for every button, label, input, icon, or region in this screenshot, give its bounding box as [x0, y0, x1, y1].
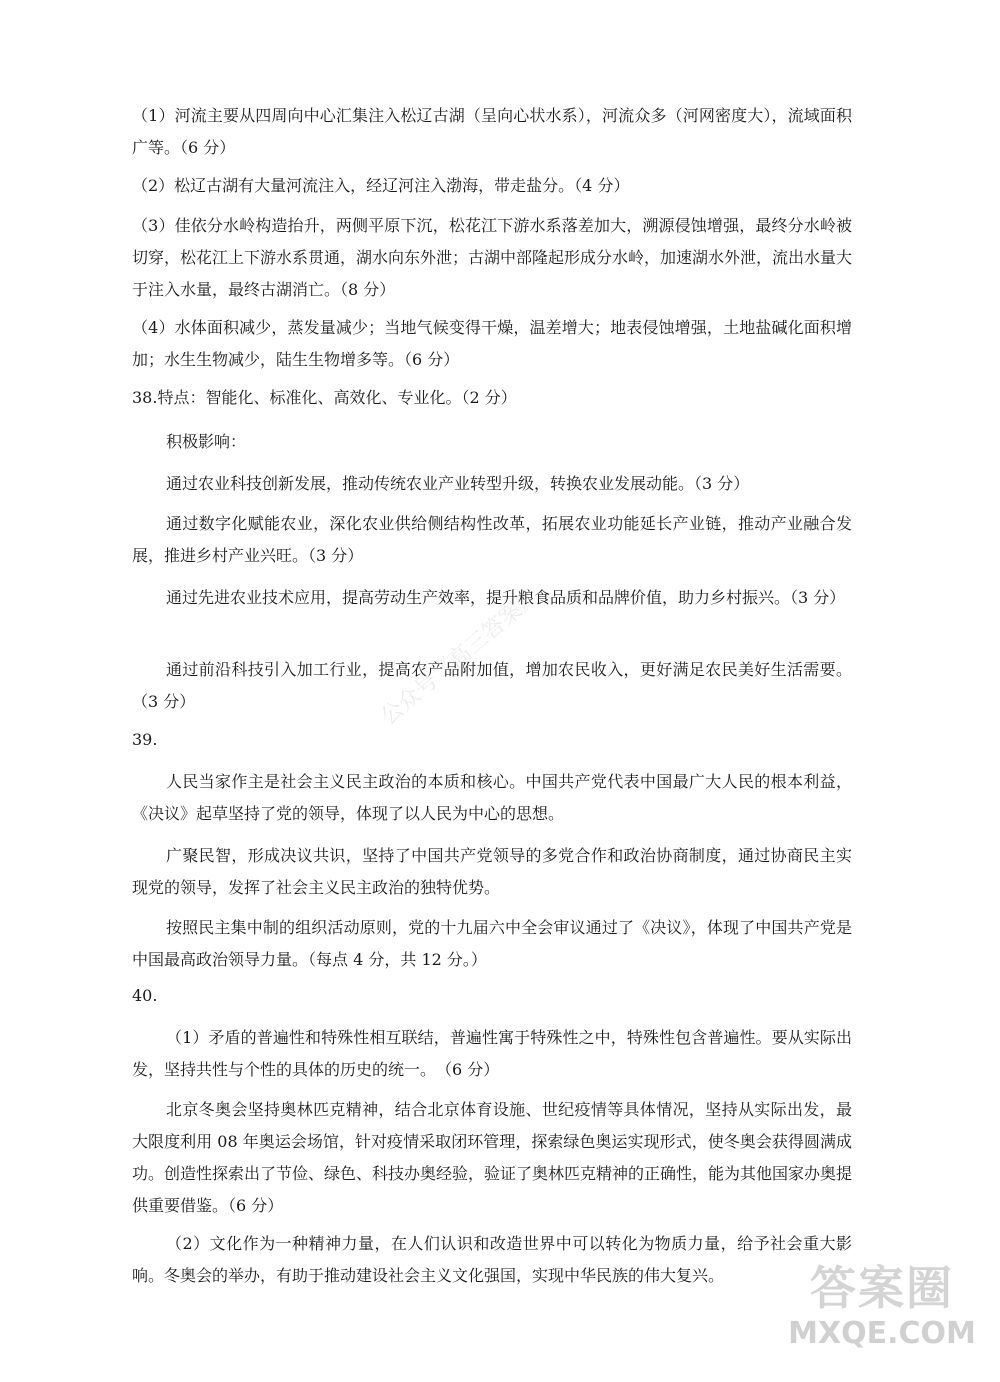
answer-39-point-a: 人民当家作主是社会主义民主政治的本质和核心。中国共产党代表中国最广大人民的根本利益，《决议》起草坚持了党的领导，体现了以人民为中心的思想。 [132, 772, 852, 823]
answer-37-3: （3）佳依分水岭构造抬升，两侧平原下沉，松花江下游水系落差加大，溯源侵蚀增强，最终分水岭被切穿，松花江上下游水系贯通，湖水向东外泄；古湖中部隆起形成分水岭，加速湖水外泄，流出水量大于注入水量，最终古湖消亡。（8 分） [132, 216, 853, 299]
answer-37-1: （1）河流主要从四周向中心汇集注入松辽古湖（呈向心状水系），河流众多（河网密度大），流域面积广等。（6 分） [132, 106, 852, 157]
answer-38-point-a: 通过农业科技创新发展，推动传统农业产业转型升级，转换农业发展动能。（3 分） [166, 474, 750, 493]
answer-40-part-2: （2）文化作为一种精神力量，在人们认识和改造世界中可以转化为物质力量，给予社会重大影响。冬奥会的举办，有助于推动建设社会主义文化强国，实现中华民族的伟大复兴。 [132, 1234, 852, 1285]
answer-40-part-1: （1）矛盾的普遍性和特殊性相互联结，普遍性寓于特殊性之中，特殊性包含普遍性。要从实际出发，坚持共性与个性的具体的历史的统一。 （6 分） [132, 1028, 852, 1079]
answer-38-point-b: 通过数字化赋能农业，深化农业供给侧结构性改革，拓展农业功能延长产业链，推动产业融合发展，推进乡村产业兴旺。（3 分） [132, 514, 852, 565]
answer-38-point-c: 通过先进农业技术应用，提高劳动生产效率，提升粮食品质和品牌价值，助力乡村振兴。（3 分） [166, 588, 846, 607]
answer-39-point-b: 广聚民智，形成决议共识，坚持了中国共产党领导的多党合作和政治协商制度，通过协商民主实现党的领导，发挥了社会主义民主政治的独特优势。 [132, 846, 852, 897]
answer-39-point-c: 按照民主集中制的组织活动原则，党的十九届六中全会审议通过了《决议》，体现了中国共产党是中国最高政治领导力量。（每点 4 分，共 12 分。） [132, 918, 852, 969]
watermark-text: 公众号《高三答案》 [376, 583, 545, 731]
answer-38-point-d: 通过前沿科技引入加工行业，提高农产品附加值，增加农民收入，更好满足农民美好生活需要。（3 分） [132, 660, 852, 711]
site-logo [782, 1252, 982, 1372]
logo-url-text: MXQE.COM [788, 1316, 976, 1351]
answer-37-4: （4）水体面积减少，蒸发量减少；当地气候变得干燥，温差增大；地表侵蚀增强，土地盐碱化面积增加；水生生物减少，陆生生物增多等。（6 分） [132, 318, 852, 369]
answer-40-explanation: 北京冬奥会坚持奥林匹克精神，结合北京体育设施、世纪疫情等具体情况，坚持从实际出发，最大限度利用 08 年奥运会场馆，针对疫情采取闭环管理，探索绿色奥运实现形式，使冬奥会获得圆满成功。创造性探索出了节俭、绿色、科技办奥经验，验证了奥林匹克精神的正确性，能为其他国家办奥提供重要借鉴。（6 分） [132, 1100, 853, 1215]
logo-main-text: 答案圈 [810, 1261, 954, 1315]
answer-38-heading: 38.特点：智能化、标准化、高效化、专业化。（2 分） [132, 388, 517, 407]
answer-38-positive-label: 积极影响： [166, 432, 247, 451]
answer-39-number: 39. [132, 730, 158, 749]
answer-40-number: 40. [132, 986, 158, 1005]
answer-37-2: （2）松辽古湖有大量河流注入，经辽河注入渤海，带走盐分。（4 分） [132, 176, 630, 195]
